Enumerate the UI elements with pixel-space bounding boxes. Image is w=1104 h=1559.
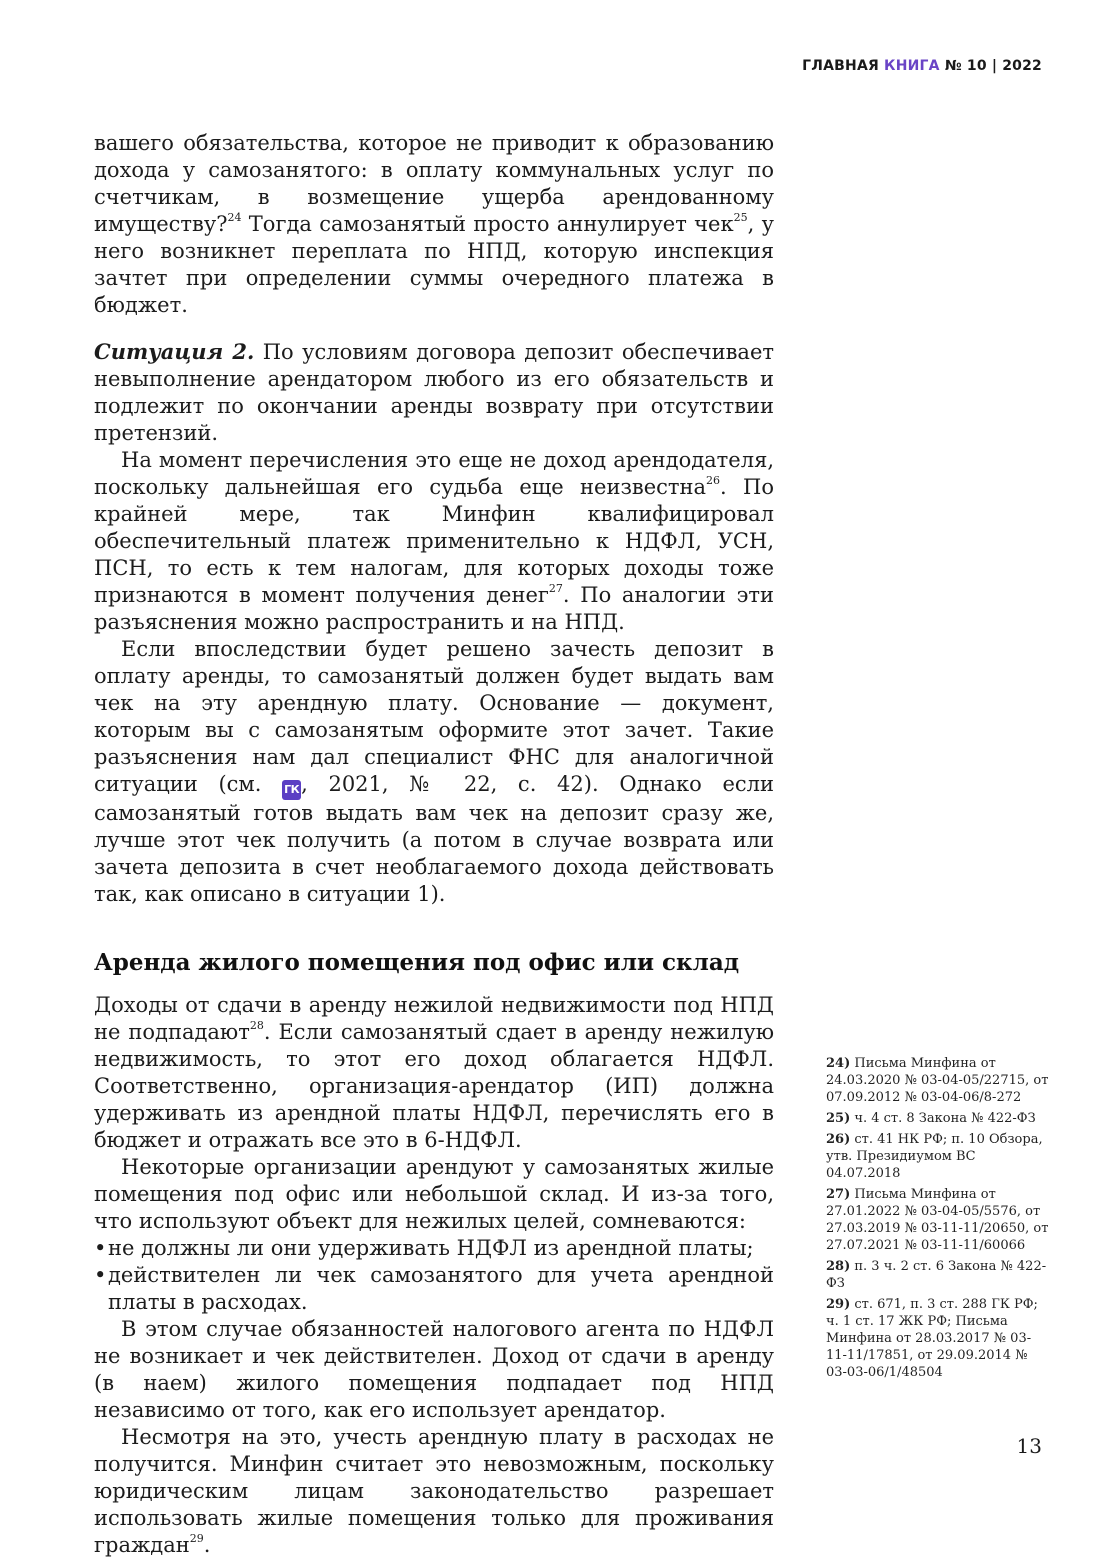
page-number: 13 bbox=[1016, 1434, 1042, 1458]
situation-label: Ситуация 2. bbox=[94, 339, 255, 364]
footnote-ref[interactable]: 26 bbox=[706, 474, 721, 487]
paragraph: Если впоследствии будет решено зачесть депозит в оплату аренды, то самозанятый должен будет выдать вам чек на эту арендную плату. Основание — документ, которым вы с самозанятым оформите этот зачет. Такие разъяснения нам дал специалист ФНС для аналогичной ситуации (см. ГК, 2021, № 22, с. 42). Однако если самозанятый готов выдать вам чек на депозит сразу же, лучше этот чек получить (а потом в случае возврата или зачета депозита в счет необлагаемого дохода действовать так, как описано в ситуации 1). bbox=[94, 637, 774, 906]
paragraph: Доходы от сдачи в аренду нежилой недвижимости под НПД не подпадают$^{28}$. Если самозанятый сдает в аренду нежилую недвижимость, то этот его доход облагается НДФЛ. Соответственно, организация-арендатор (ИП) должна удерживать из арендной платы НДФЛ, перечислять его в бюджет и отражать все это в 6-НДФЛ. bbox=[94, 993, 774, 1152]
bullet-list bbox=[94, 1235, 774, 1316]
footnote: 28) п. 3 ч. 2 ст. 6 Закона № 422-ФЗ bbox=[826, 1259, 1047, 1291]
paragraph: На момент перечисления это еще не доход арендодателя, поскольку дальнейшая его судьба еще неизвестна$^{26}$. По крайней мере, так Минфин квалифицировал обеспечительный платеж применительно к НДФЛ, УСН, ПСН, то есть к тем налогам, для которых доходы тоже признаются в момент получения денег$^{27}$. По аналогии эти разъяснения можно распространить и на НПД. bbox=[94, 448, 774, 634]
brand-name-accent: КНИГА bbox=[884, 58, 940, 74]
footnote: 25) ч. 4 ст. 8 Закона № 422-ФЗ bbox=[826, 1111, 1036, 1126]
paragraph: Некоторые организации арендуют у самозанятых жилые помещения под офис или небольшой склад. И из-за того, что используют объект для нежилых целей, сомневаются: bbox=[94, 1155, 774, 1233]
footnote: 24) Письма Минфина от 24.03.2020 № 03-04-05/22715, от 07.09.2012 № 03-04-06/8-272 bbox=[826, 1056, 1049, 1105]
list-item: • не должны ли они удерживать НДФЛ из арендной платы; bbox=[94, 1235, 774, 1262]
footnote-ref[interactable]: 25 bbox=[733, 211, 748, 224]
section-heading: Аренда жилого помещения под офис или склад bbox=[94, 949, 740, 976]
footnote: 27) Письма Минфина от 27.01.2022 № 03-04-05/5576, от 27.03.2019 № 03-11-11/20650, от 27.07.2021 № 03-11-11/60066 bbox=[826, 1187, 1049, 1253]
footnote: 29) ст. 671, п. 3 ст. 288 ГК РФ; ч. 1 ст. 17 ЖК РФ; Письма Минфина от 28.03.2017 № 03-11-11/17851, от 29.09.2014 № 03-03-06/1/48504 bbox=[826, 1297, 1038, 1380]
footnote-ref[interactable]: 27 bbox=[548, 582, 563, 595]
paragraph: вашего обязательства, которое не приводит к образованию дохода у самозанятого: в оплату коммунальных услуг по счетчикам, в возмещение ущерба арендованному имуществу?$^{24}$ Тогда самозанятый просто аннулирует чек$^{25}$, у него возникнет переплата по НПД, которую инспекция зачтет при определении суммы очередного платежа в бюджет. bbox=[94, 131, 774, 317]
paragraph: В этом случае обязанностей налогового агента по НДФЛ не возникает и чек действителен. Доход от сдачи в аренду (в наем) жилого помещения подпадает под НПД независимо от того, как его использует арендатор. bbox=[94, 1317, 774, 1422]
running-header bbox=[802, 58, 1042, 74]
footnote-ref[interactable]: 29 bbox=[189, 1532, 204, 1545]
footnote-ref[interactable]: 28 bbox=[249, 1019, 264, 1032]
article-body bbox=[94, 130, 774, 1559]
footnote-ref[interactable]: 24 bbox=[227, 211, 242, 224]
gk-journal-link[interactable]: ГК bbox=[282, 780, 301, 800]
footnotes-column bbox=[826, 1055, 1052, 1385]
paragraph: Несмотря на это, учесть арендную плату в расходах не получится. Минфин считает это невозможным, поскольку юридическим лицам законодательство разрешает использовать жилые помещения только для проживания граждан$^{29}$. bbox=[94, 1425, 774, 1557]
brand-name: ГЛАВНАЯ bbox=[802, 58, 879, 74]
issue-number: № 10 | 2022 bbox=[944, 58, 1042, 74]
paragraph-situation-2: Ситуация 2. По условиям договора депозит обеспечивает невыполнение арендатором любого из его обязательств и подлежит по окончании аренды возврату при отсутствии претензий. bbox=[94, 339, 774, 445]
footnote: 26) ст. 41 НК РФ; п. 10 Обзора, утв. Президиумом ВС 04.07.2018 bbox=[826, 1132, 1043, 1181]
list-item: • действителен ли чек самозанятого для учета арендной платы в расходах. bbox=[94, 1262, 774, 1316]
